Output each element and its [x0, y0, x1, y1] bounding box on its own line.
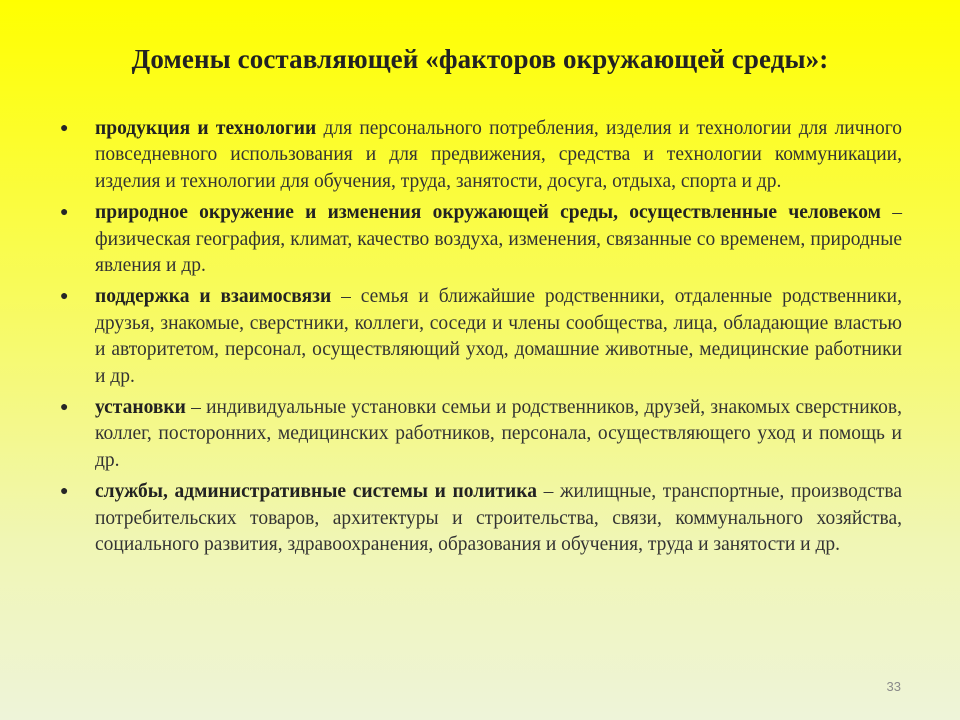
item-term: поддержка и взаимосвязи: [95, 286, 332, 308]
item-term: установки: [95, 397, 186, 419]
list-item: [60, 200, 902, 279]
page-number: 33: [886, 679, 901, 694]
item-term: продукция и технологии: [95, 118, 317, 139]
list-item: [60, 395, 902, 474]
bullet-dot-icon: ●: [60, 289, 69, 305]
item-text: – индивидуальные установки семьи и родственников, друзей, знакомых сверстников, коллег, посторонних, медицинских работников, персонала, осуществляющего уход и помощь и др.: [95, 397, 902, 471]
bullet-dot-icon: ●: [60, 400, 69, 416]
bullet-dot-icon: ●: [60, 205, 69, 221]
item-text: – семья и ближайшие родственники, отдаленные родственники, друзья, знакомые, сверстники, коллеги, соседи и члены сообщества, лица, обладающие властью и авторитетом, персонал, осуществляющий уход, домашние животные, медицинские работники и др.: [95, 286, 902, 387]
list-item: [60, 116, 902, 195]
list-item: [60, 284, 902, 390]
item-term: природное окружение и изменения окружающей среды, осуществленные человеком: [95, 202, 881, 224]
domain-list: [60, 116, 902, 564]
bullet-dot-icon: ●: [60, 121, 69, 136]
item-term: службы, административные системы и политика: [95, 481, 537, 503]
list-item: [60, 479, 902, 558]
item-text: – физическая география, климат, качество воздуха, изменения, связанные со временем, природные явления и др.: [95, 202, 902, 277]
slide-title: Домены составляющей «факторов окружающей среды»:: [131, 44, 829, 74]
item-text: для персонального потребления, изделия и технологии для личного повседневного использования и для предвижения, средства и технологии коммуникации, изделия и технологии для обучения, труда, занятости, досуга, отдыха, спорта и др.: [95, 118, 902, 192]
item-text: – жилищные, транспортные, производства потребительских товаров, архитектуры и строительства, связи, коммунального хозяйства, социального развития, здравоохранения, образования и обучения, труда и занятости и др.: [95, 481, 902, 556]
bullet-dot-icon: ●: [60, 484, 69, 500]
